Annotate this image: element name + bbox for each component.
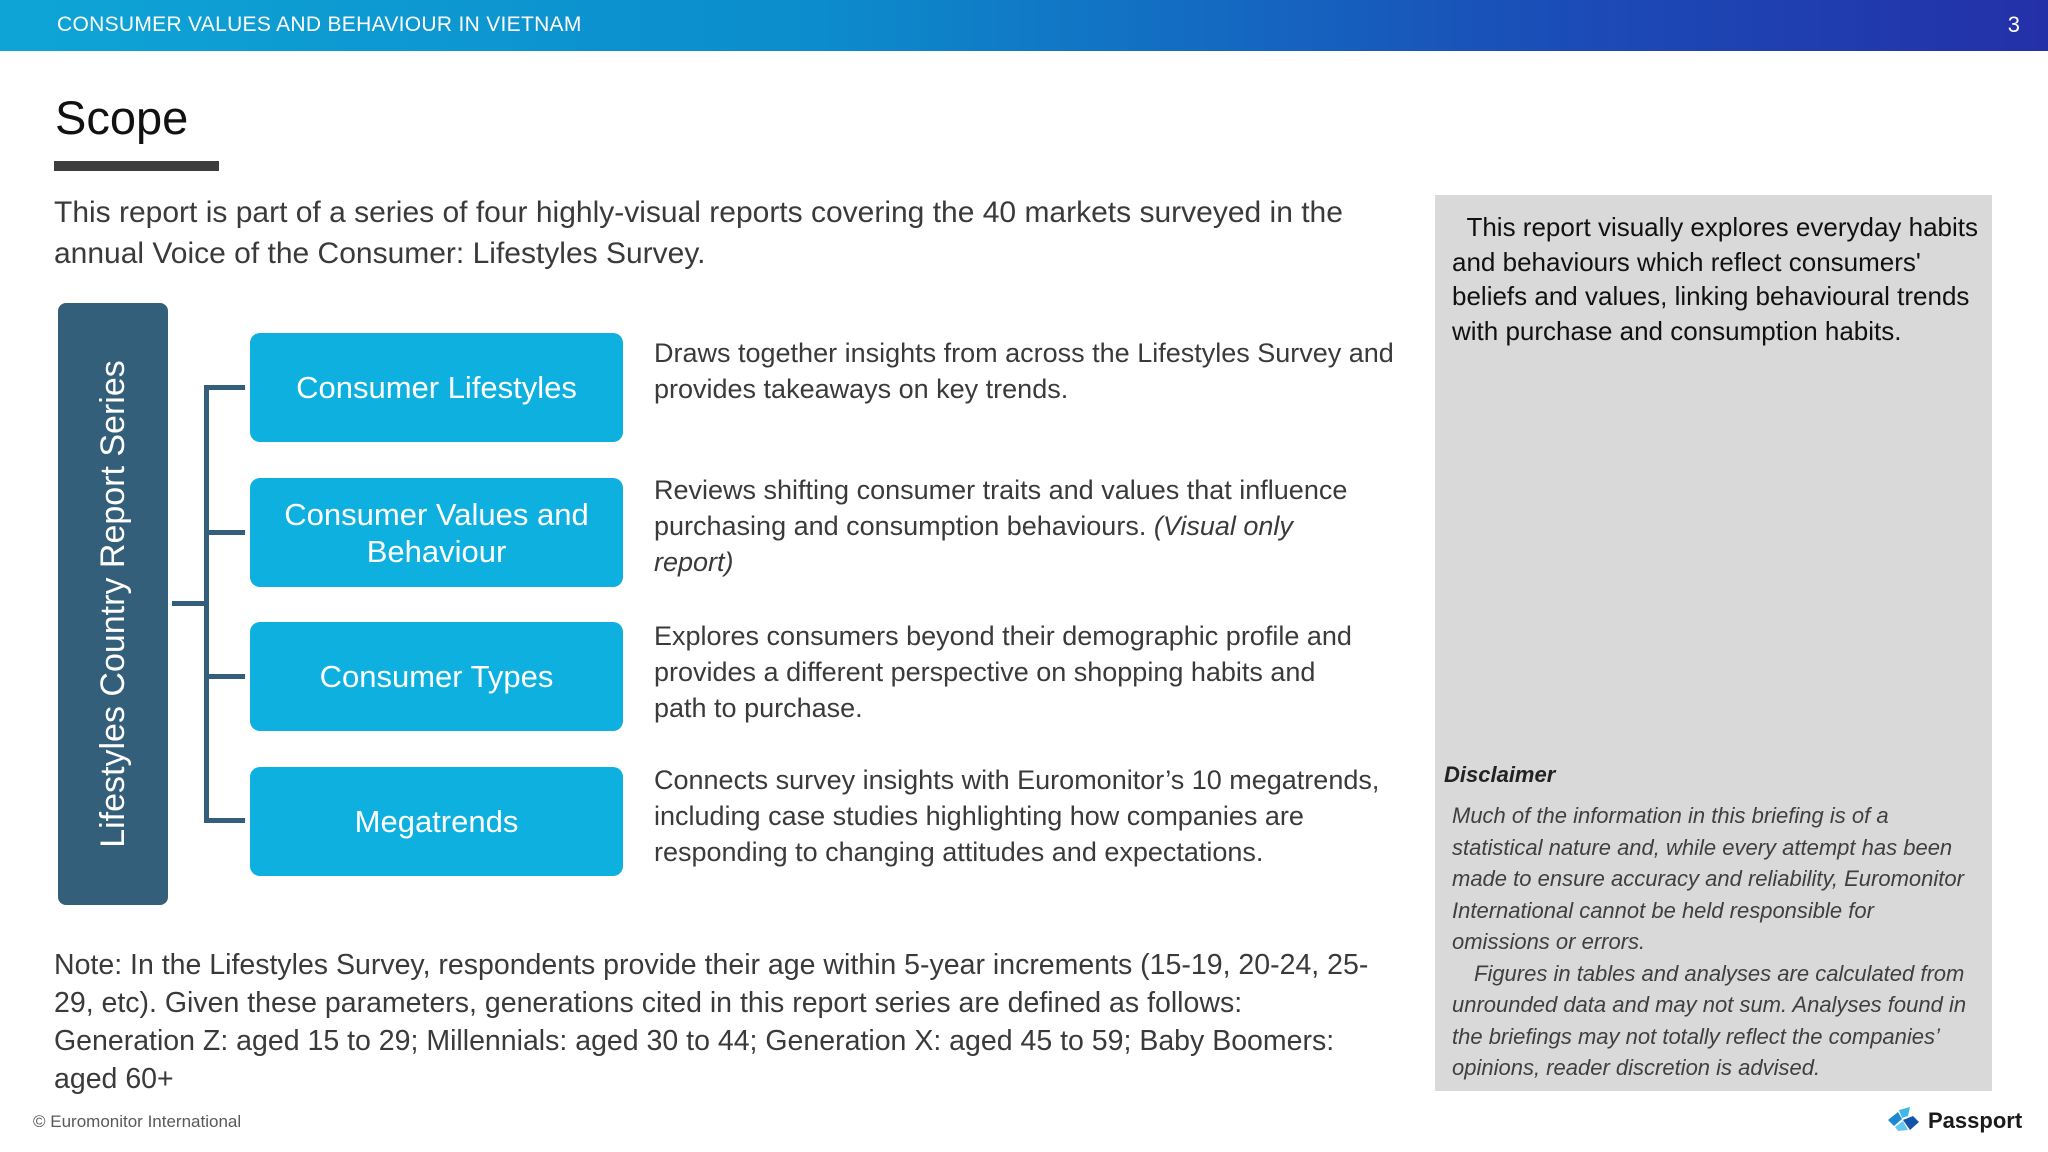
report-box-consumer-types: Consumer Types bbox=[250, 622, 623, 731]
description-text: Reviews shifting consumer traits and values that influence purchasing and consumption behaviours. bbox=[654, 475, 1348, 541]
age-note: Note: In the Lifestyles Survey, respondents provide their age within 5-year increments (15-19, 20-24, 25-29, etc). Given these parameters, generations cited in this report series are defined as follows: Generation Z: aged 15 to 29; Millennials: aged 30 to 44; Generation X: aged 45 to 59; Baby Boomers: aged 60+ bbox=[54, 949, 1369, 1095]
disclaimer-paragraph: Much of the information in this briefing is of a statistical nature and, while every attempt has been made to ensure accuracy and reliability, Euromonitor International cannot be held responsible for omissions or errors. bbox=[1452, 803, 1964, 954]
bracket-stem bbox=[172, 601, 208, 606]
header-title: CONSUMER VALUES AND BEHAVIOUR IN VIETNAM bbox=[57, 13, 582, 36]
bracket-tick bbox=[204, 530, 245, 535]
description-text: Connects survey insights with Euromonitor’s 10 megatrends, including case studies highlighting how companies are responding to changing attitudes and expectations. bbox=[654, 765, 1380, 867]
description-text: Explores consumers beyond their demographic profile and provides a different perspective on shopping habits and path to purchase. bbox=[654, 621, 1352, 723]
passport-logo bbox=[1886, 1106, 2022, 1136]
bracket-tick bbox=[204, 385, 245, 390]
report-description-megatrends bbox=[654, 762, 1414, 870]
page-title: Scope bbox=[55, 91, 189, 144]
report-box-megatrends: Megatrends bbox=[250, 767, 623, 876]
description-text: Draws together insights from across the Lifestyles Survey and provides takeaways on key trends. bbox=[654, 338, 1394, 404]
report-box-consumer-values: Consumer Values and Behaviour bbox=[250, 478, 623, 587]
bracket-tick bbox=[204, 818, 245, 823]
summary-text: This report visually explores everyday habits and behaviours which reflect consumers' beliefs and values, linking behavioural trends with purchase and consumption habits. bbox=[1452, 212, 1979, 346]
disclaimer-body bbox=[1452, 800, 1977, 1084]
report-box-consumer-lifestyles: Consumer Lifestyles bbox=[250, 333, 623, 442]
series-label: Lifestyles Country Report Series bbox=[94, 360, 132, 848]
header-bar bbox=[0, 0, 2048, 51]
intro-text: This report is part of a series of four highly-visual reports covering the 40 markets surveyed in the annual Voice of the Consumer: Lifestyles Survey. bbox=[54, 196, 1343, 270]
passport-logo-icon bbox=[1886, 1106, 1922, 1137]
report-description-consumer-types bbox=[654, 618, 1374, 726]
logo-text: Passport bbox=[1928, 1108, 2023, 1133]
side-panel-summary bbox=[1452, 210, 1992, 348]
description-italic: (Visual only report) bbox=[654, 511, 1293, 577]
title-underline bbox=[54, 161, 219, 171]
disclaimer-paragraph: Figures in tables and analyses are calculated from unrounded data and may not sum. Analyses found in the briefings may not totally reflect the companies’ opinions, reader discretion is advised. bbox=[1452, 960, 1967, 1080]
disclaimer-title: Disclaimer bbox=[1444, 762, 1556, 787]
report-description-consumer-lifestyles bbox=[654, 335, 1414, 407]
bracket-tick bbox=[204, 674, 245, 679]
report-description-consumer-values bbox=[654, 472, 1374, 580]
copyright: © Euromonitor International bbox=[33, 1112, 242, 1131]
page-number: 3 bbox=[2007, 12, 2020, 37]
